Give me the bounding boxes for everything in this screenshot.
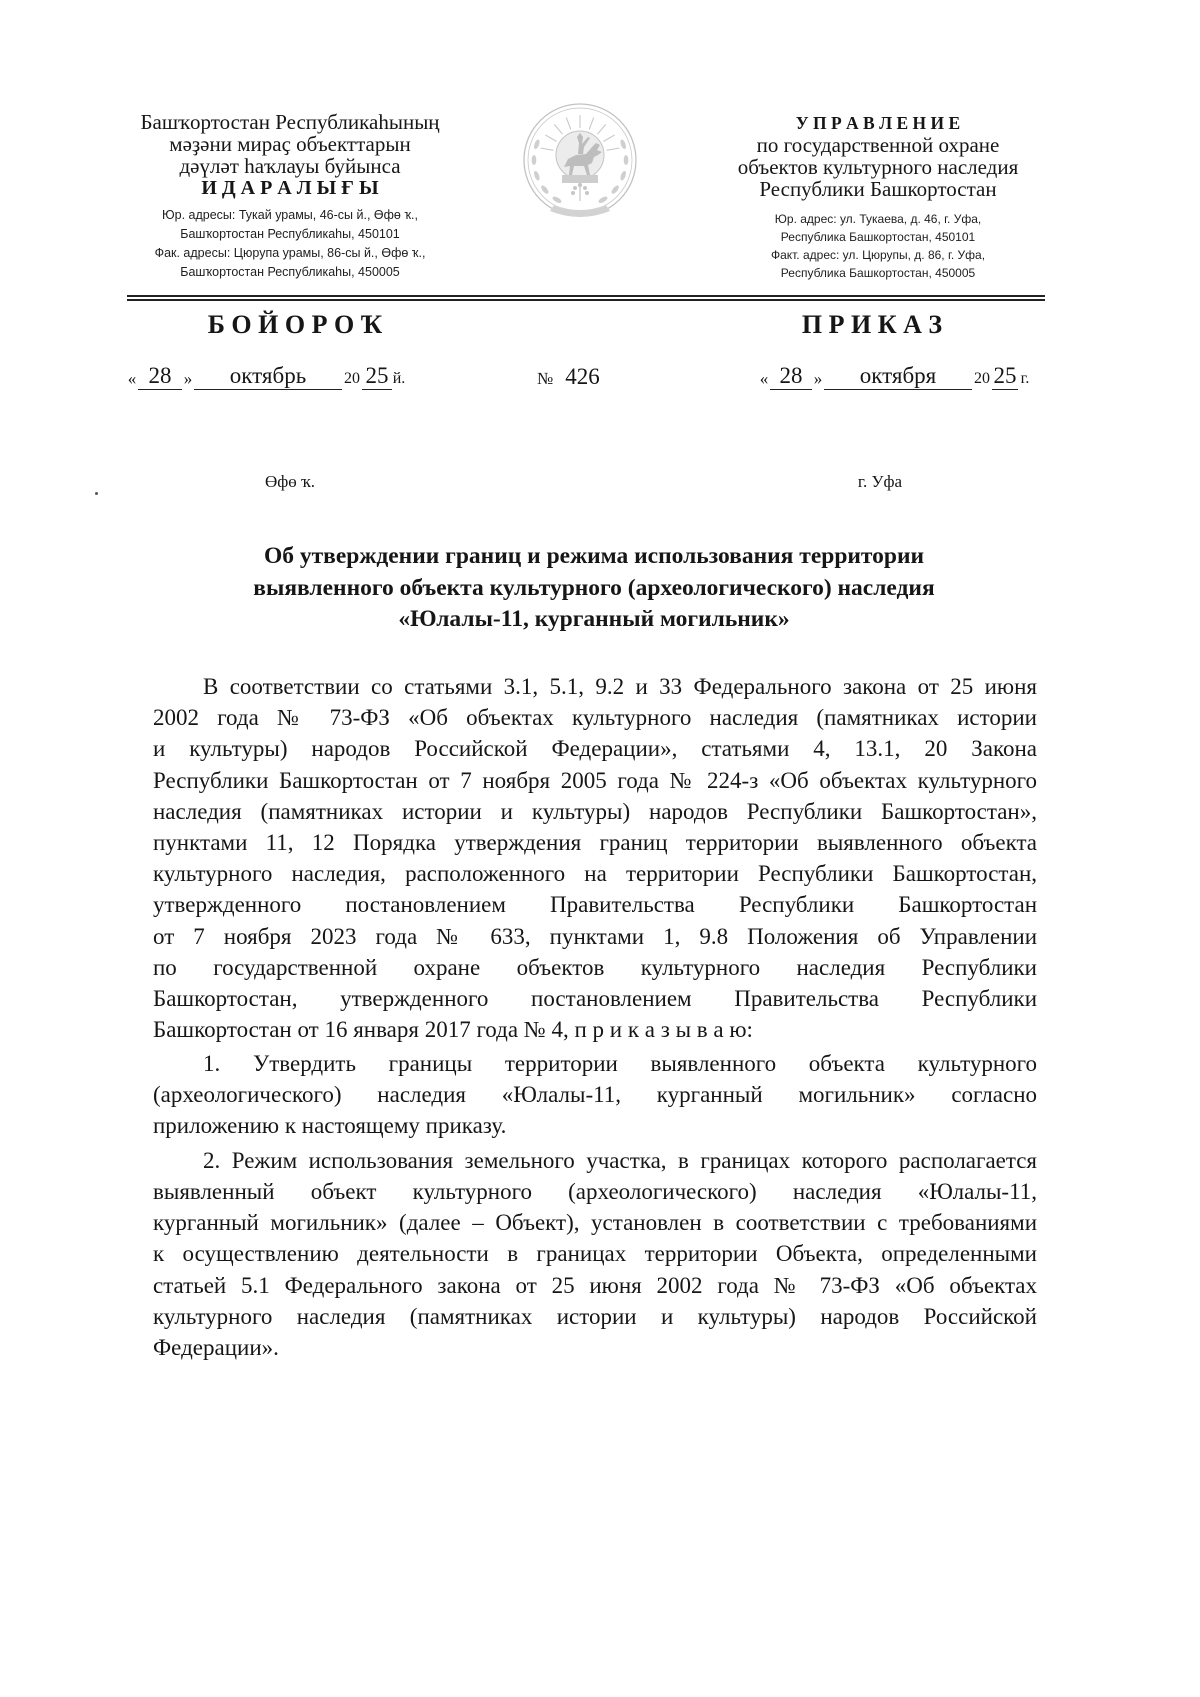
body-line: статьей 5.1 Федерального закона от 25 июня 2002 года № 73-ФЗ «Об объектах	[153, 1272, 1037, 1298]
letterhead-left-org-name: И Д А Р А Л Ы Ғ Ы	[201, 177, 379, 199]
letterhead-divider-top	[127, 295, 1045, 297]
date-suffix: г.	[1020, 370, 1030, 387]
emblem-kurai-flower	[571, 183, 589, 201]
address-line: Башҡортостан Республикаһы, 450005	[180, 265, 400, 279]
body-line: к осуществлению деятельности в границах территории Объекта, определенными	[153, 1241, 1037, 1267]
body-line: 2002 года № 73-ФЗ «Об объектах культурного наследия (памятниках истории	[153, 705, 1037, 731]
address-line: Башҡортостан Республикаһы, 450101	[180, 227, 400, 241]
address-line: Юр. адрес: ул. Тукаева, д. 46, г. Уфа,	[774, 212, 982, 226]
date-open-quote: «	[759, 369, 769, 388]
address-line: Юр. адресы: Тукай урамы, 46-сы й., Өфө ҡ.,	[162, 208, 418, 222]
scan-speck	[95, 492, 98, 495]
body-line: 1. Утвердить границы территории выявленного объекта культурного	[203, 1050, 1037, 1076]
body-line: курганный могильник» (далее – Объект), установлен в соответствии с требованиями	[153, 1210, 1037, 1236]
date-russian	[758, 360, 1032, 390]
address-line: Республика Башкортостан, 450101	[780, 230, 976, 244]
address-line: Республика Башкортостан, 450005	[780, 266, 976, 280]
address-line: Факт. адрес: ул. Цюрупы, д. 86, г. Уфа,	[770, 248, 986, 262]
title-line: Об утверждении границ и режима использования территории	[263, 543, 925, 569]
number-value: 426	[565, 364, 600, 389]
date-day: 28	[138, 362, 182, 390]
date-year-prefix: 20	[974, 370, 990, 387]
body-line: Федерации».	[153, 1334, 279, 1360]
body-line: Башкортостан, утвержденного постановлением Правительства Республики	[153, 985, 1037, 1011]
date-suffix: й.	[392, 370, 406, 387]
date-year-suffix: 25	[362, 362, 392, 390]
order-title	[94, 541, 1094, 636]
order-body	[153, 671, 1037, 1363]
body-line: наследия (памятниках истории и культуры) народов Республики Башкортостан»,	[153, 798, 1037, 824]
date-open-quote: «	[127, 369, 137, 388]
letterhead-right-line: объектов культурного наследия	[737, 155, 1019, 179]
body-line: В соответствии со статьями 3.1, 5.1, 9.2 и 33 Федерального закона от 25 июня	[203, 674, 1037, 699]
letterhead-divider-bottom	[127, 299, 1045, 301]
title-line: «Юлалы-11, курганный могильник»	[398, 606, 790, 632]
paragraph-preamble	[153, 671, 1037, 1045]
body-line: Республики Башкортостан от 7 ноября 2005 года № 224-з «Об объектах культурного	[153, 767, 1037, 793]
body-line: выявленный объект культурного (археологического) наследия «Юлалы-11,	[153, 1178, 1037, 1204]
date-month: октября	[824, 362, 972, 390]
body-line: Башкортостан от 16 января 2017 года № 4, п р и к а з ы в а ю:	[153, 1017, 753, 1043]
body-line: по государственной охране объектов культурного наследия Республики	[153, 954, 1037, 980]
title-line: выявленного объекта культурного (археологического) наследия	[253, 574, 935, 601]
letterhead-left-line: мәҙәни мираҫ объекттарын	[169, 132, 411, 156]
date-close-quote: »	[813, 369, 823, 388]
body-line: пунктами 11, 12 Порядка утверждения границ территории выявленного объекта	[153, 829, 1037, 855]
order-number	[537, 362, 600, 390]
paragraph-item-1	[153, 1048, 1037, 1142]
date-month: октябрь	[194, 362, 342, 390]
city-russian: г. Уфа	[857, 472, 903, 491]
date-year-prefix: 20	[344, 370, 360, 387]
doc-type-russian: П Р И К А З	[801, 310, 943, 339]
body-line: культурного наследия, расположенного на территории Республики Башкортостан,	[153, 861, 1037, 887]
body-line: утвержденного постановлением Правительства Республики Башкортостан	[153, 892, 1037, 918]
body-line: (археологического) наследия «Юлалы-11, курганный могильник» согласно	[153, 1082, 1037, 1108]
date-year-suffix: 25	[993, 363, 1017, 388]
body-line: приложению к настоящему приказу.	[153, 1113, 507, 1139]
letterhead-left-line: Башҡортостан Республикаһының	[140, 110, 440, 134]
doc-type-bashkir: Б О Й О Р О Ҡ	[207, 310, 383, 339]
letterhead-right-address	[698, 210, 1058, 282]
letterhead-right-line: по государственной охране	[756, 133, 1000, 157]
letterhead-left-address	[110, 206, 470, 282]
letterhead-right	[698, 112, 1058, 200]
letterhead-right-line: Республики Башкортостан	[759, 177, 997, 201]
body-line: от 7 ноября 2023 года № 633, пунктами 1, 9.8 Положения об Управлении	[153, 923, 1037, 949]
body-line: и культуры) народов Российской Федерации», статьями 4, 13.1, 20 Закона	[153, 736, 1037, 762]
body-line: культурного наследия (памятниках истории и культуры) народов Российской	[153, 1303, 1037, 1329]
number-sign: №	[537, 369, 554, 388]
coat-of-arms-emblem	[518, 97, 642, 223]
date-bashkir	[126, 360, 406, 390]
date-close-quote: »	[183, 369, 193, 388]
body-line: 2. Режим использования земельного участка, в границах которого располагается	[203, 1147, 1037, 1173]
address-line: Фак. адресы: Цюрупа урамы, 86-сы й., Өфө ҡ.,	[154, 246, 426, 260]
city-bashkir: Өфө ҡ.	[264, 472, 316, 491]
emblem-ribbon	[550, 205, 610, 217]
letterhead-right-org-name: У П Р А В Л Е Н И Е	[795, 113, 961, 133]
date-day: 28	[770, 362, 812, 390]
letterhead-left-line: дәүләт һаҡлауы буйынса	[179, 154, 401, 178]
letterhead-left	[110, 111, 470, 199]
paragraph-item-2	[153, 1145, 1037, 1363]
